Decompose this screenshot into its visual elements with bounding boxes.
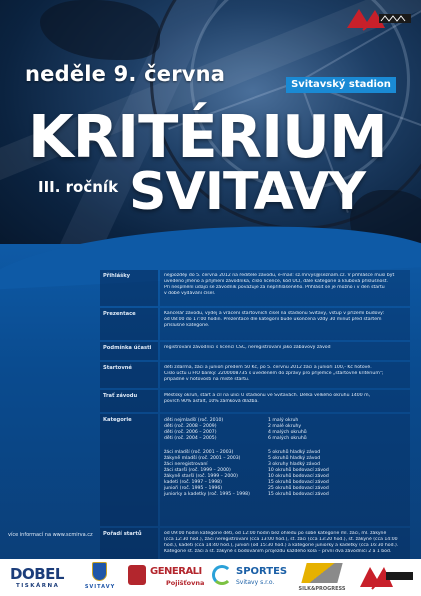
silk-progress-logo (292, 559, 352, 596)
category-name: žákyně starší (roč. 1999 – 2000) (164, 474, 238, 479)
row-text: (cca 12:30 hod.), žáci neregistrovaní (cca 13:00 hod.), st. žáci (cca 13:20 hod.), st. žákyně (cca 14:00 (164, 537, 398, 542)
row-value (160, 528, 410, 559)
dobel-logo (10, 559, 70, 596)
category-laps: 15 okruhů bodovací závod (268, 480, 329, 485)
category-laps: 5 okruhů hladký závod (268, 456, 321, 461)
info-row-fee (100, 362, 410, 388)
mrvys-logo-bottom (358, 559, 414, 596)
row-text: od 08:00 do 17:00 hodin. Prezentace dle kategorií bude ukončena vždy 30 minut před startem (164, 317, 382, 322)
info-row-presentation (100, 308, 410, 340)
row-text: Při nesplnění údajů se závodník považuje za nepřihlášeného. Přihlásit se je možno i v den startu (164, 285, 385, 290)
row-label: Startovné (100, 362, 158, 388)
category-laps: 2 malé okruhy (268, 424, 302, 429)
row-value (160, 342, 410, 360)
edition-label: III. ročník (38, 178, 119, 196)
row-text: Městský okruh, start a cíl na ulici U stadionu ve Svitavách. Délka velkého okruhu 1400 m, (164, 393, 371, 398)
row-text: uvedeno jméno a příjmení závodníka, číslo licence, kód UCI, dále kategorie a klubová příslušnost. (164, 279, 389, 284)
row-value (160, 270, 410, 306)
info-row-condition (100, 342, 410, 360)
lion-icon (128, 565, 146, 585)
title-svitavy: SVITAVY (129, 162, 366, 222)
category-laps: 25 okruhů bodovací závod (268, 486, 329, 491)
row-text: povrch 90% asfalt, 10% zámková dlažba. (164, 399, 259, 404)
event-date: neděle 9. června (25, 62, 226, 86)
row-text: nejpozději do 5. června 2012 na ředitele závodu, e-mail: sz.mrvys@seznam.cz. V přihlášce musí být (164, 273, 395, 278)
row-label: Kategorie (100, 414, 158, 526)
row-value (160, 390, 410, 412)
category-name: juniorky a kadetky (roč. 1995 – 1998) (164, 492, 250, 497)
row-label: Prezentace (100, 308, 158, 340)
title-kriterium: KRITÉRIUM (28, 102, 387, 171)
info-row-registration (100, 270, 410, 306)
mrvys-logo (345, 6, 413, 32)
dobel-name: DOBEL (10, 565, 64, 583)
generali-name: GENERALI (150, 566, 202, 577)
swoosh-icon (212, 565, 232, 585)
category-name: děti (roč. 2006 – 2007) (164, 430, 217, 435)
silk-shape-icon (301, 563, 342, 583)
category-name: žáci starší (roč. 1999 – 2000) (164, 468, 231, 473)
crest-icon (92, 562, 107, 581)
row-text: Kategorie st. žáci a st. žákyně s bodováním průjezdu každého kola – první dva závodníci 2 a 1 bod. (164, 549, 392, 554)
category-name: žákyně mladší (roč. 2001 – 2003) (164, 456, 241, 461)
svitavy-name: SVITAVY (84, 584, 116, 590)
category-name: kadeti (roč. 1997 – 1998) (164, 480, 222, 485)
row-text: Číslo účtu u FIO banky: 2200008735 s uvedeném do zprávy pro příjemce „startovné kritérium"; (164, 371, 384, 376)
info-row-categories (100, 414, 410, 526)
sportes-logo (212, 559, 288, 596)
row-text: Kancelář závodu, výdej a vrácení startovních čísel na stadionu Svitavy, vstup v přízemí budovy: (164, 311, 385, 316)
row-label: Podmínka účasti (100, 342, 158, 360)
svitavy-crest-logo (80, 559, 120, 596)
row-text: registrovaní závodníci s licencí ČSC, neregistrovaní jako zábavový závod (164, 345, 331, 350)
category-laps: 1 malý okruh (268, 418, 299, 423)
row-text: děti zdarma, žáci a junioři předem 50 Kč, po 5. červnu 2012 žáci a junioři 100,- Kč hotově. (164, 365, 372, 370)
category-laps: 6 malých okruhů (268, 436, 307, 441)
generali-sub: Pojišťovna (166, 579, 205, 587)
more-info-link[interactable]: více informací na www.scmirva.cz (8, 532, 93, 538)
category-name: děti nejmladší (roč. 2010) (164, 418, 224, 423)
row-text: od 09:00 hodin kategorie dětí, od 12:00 hodin bez ohledu po sobě kategorie ml. žáci, ml. žákyně (164, 531, 387, 536)
row-text: příslušné kategorie. (164, 323, 210, 328)
category-laps: 3 okruhy hladký závod (268, 462, 321, 467)
rider-silhouette (40, 0, 160, 60)
category-name: junioři (roč. 1995 – 1996) (164, 486, 223, 491)
generali-logo (126, 559, 206, 596)
info-row-schedule (100, 528, 410, 559)
dobel-sub: TISKÁRNA (16, 583, 60, 589)
category-laps: 10 okruhů bodovací závod (268, 474, 329, 479)
sponsor-strip (0, 559, 421, 596)
category-name: žáci neregistrovaní (164, 462, 208, 467)
row-label: Trať závodu (100, 390, 158, 412)
category-name: děti (roč. 2004 – 2005) (164, 436, 217, 441)
row-text: hod.), kadeti (cca 14:40 hod.), junioři (od 15:30 hod.) a kategorie juniorky a kadetky (cca 16:30 hod.). (164, 543, 399, 548)
sportes-name: SPORTES (236, 566, 288, 577)
silk-name: SILK&PROGRESS (298, 586, 346, 592)
category-name: žáci mladší (roč. 2001 – 2003) (164, 450, 234, 455)
venue-label: Svitavský stadion (286, 77, 396, 93)
row-label: Pořadí startů (100, 528, 158, 559)
category-laps: 15 okruhů bodovací závod (268, 492, 329, 497)
sportes-sub: Svitavy s.r.o. (236, 579, 275, 586)
row-value (160, 362, 410, 388)
row-text: případně v hotovosti na místě startu. (164, 377, 250, 382)
info-panel (100, 270, 410, 561)
row-value (160, 308, 410, 340)
row-text: v době vydávání čísel. (164, 291, 216, 296)
category-name: děti (roč. 2008 – 2009) (164, 424, 217, 429)
category-laps: 5 okruhů hladký závod (268, 450, 321, 455)
category-laps: 10 okruhů bodovací závod (268, 468, 329, 473)
info-row-track (100, 390, 410, 412)
category-laps: 4 malých okruhů (268, 430, 307, 435)
row-label: Přihlášky (100, 270, 158, 306)
